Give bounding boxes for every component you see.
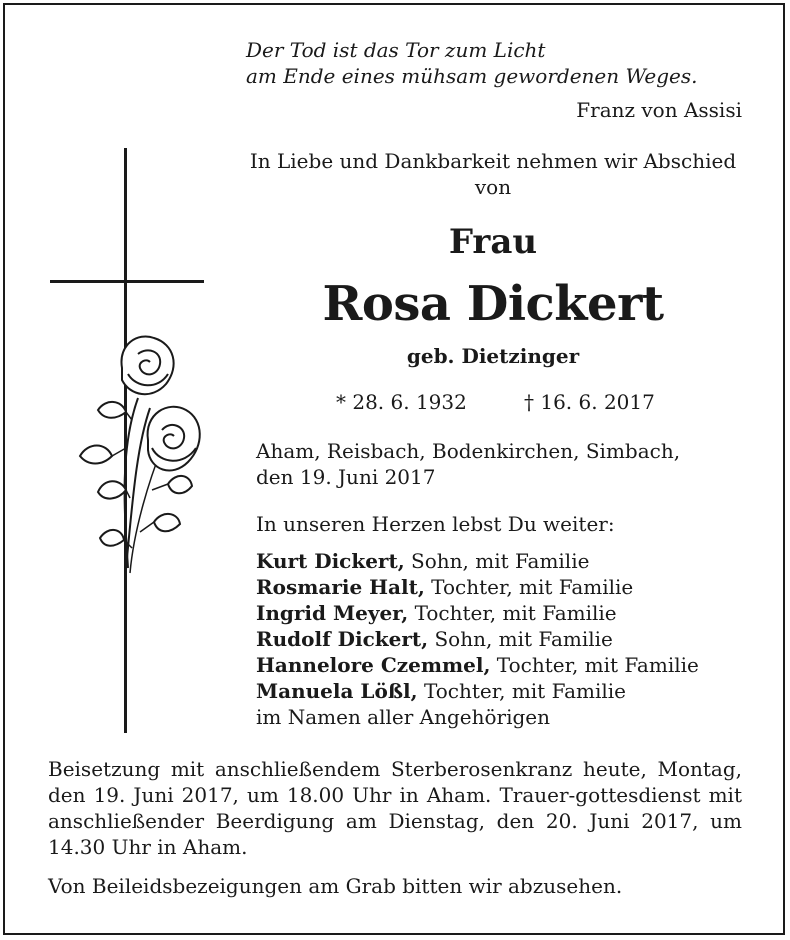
family-member [256, 600, 699, 626]
family-member [256, 652, 699, 678]
hearts-line: In unseren Herzen lebst Du weiter: [256, 512, 615, 536]
quote-line-1: Der Tod ist das Tor zum Licht [246, 38, 546, 62]
place-line: Aham, Reisbach, Bodenkirchen, Simbach, [256, 439, 681, 463]
family-member [256, 678, 699, 704]
family-member [256, 626, 699, 652]
member-relation: Sohn, mit Familie [428, 627, 613, 651]
born-name: geb. Dietzinger [406, 344, 580, 368]
member-relation: Tochter, mit Familie [417, 679, 627, 703]
member-relation: Sohn, mit Familie [404, 549, 590, 573]
cross-with-roses-icon [40, 148, 220, 738]
quote-line-2: am Ende eines mühsam gewordenen Weges. [246, 64, 698, 88]
family-member [256, 548, 699, 574]
quote-author: Franz von Assisi [576, 98, 742, 122]
member-relation: Tochter, mit Familie [408, 601, 617, 625]
family-member [256, 574, 699, 600]
member-name: Rosmarie Halt, [256, 575, 425, 599]
funeral-info: Beisetzung mit anschließendem Sterberosenkranz heute, Montag, den 19. Juni 2017, um 18.00 Uhr in Aham. Trauer-gottesdienst mit anschließender Beerdigung am Dienstag, den 20. Juni 2017, um 14.30 Uhr in Aham. [48, 757, 742, 859]
date-line: den 19. Juni 2017 [256, 465, 436, 489]
family-list [256, 548, 699, 730]
place-date [256, 438, 680, 490]
closing-note: Von Beileidsbezeigungen am Grab bitten wir abzusehen. [48, 874, 623, 898]
member-name: Manuela Lößl, [256, 679, 418, 703]
family-closing: im Namen aller Angehörigen [256, 705, 551, 729]
death-date: † 16. 6. 2017 [524, 390, 655, 414]
member-name: Kurt Dickert, [256, 549, 405, 573]
member-name: Ingrid Meyer, [256, 601, 409, 625]
salutation: Frau [448, 222, 538, 262]
intro-text: In Liebe und Dankbarkeit nehmen wir Abschied von [249, 149, 737, 199]
member-name: Hannelore Czemmel, [256, 653, 491, 677]
member-name: Rudolf Dickert, [256, 627, 429, 651]
deceased-name: Rosa Dickert [322, 276, 664, 332]
member-relation: Tochter, mit Familie [424, 575, 634, 599]
birth-date: * 28. 6. 1932 [336, 390, 467, 414]
member-relation: Tochter, mit Familie [490, 653, 699, 677]
